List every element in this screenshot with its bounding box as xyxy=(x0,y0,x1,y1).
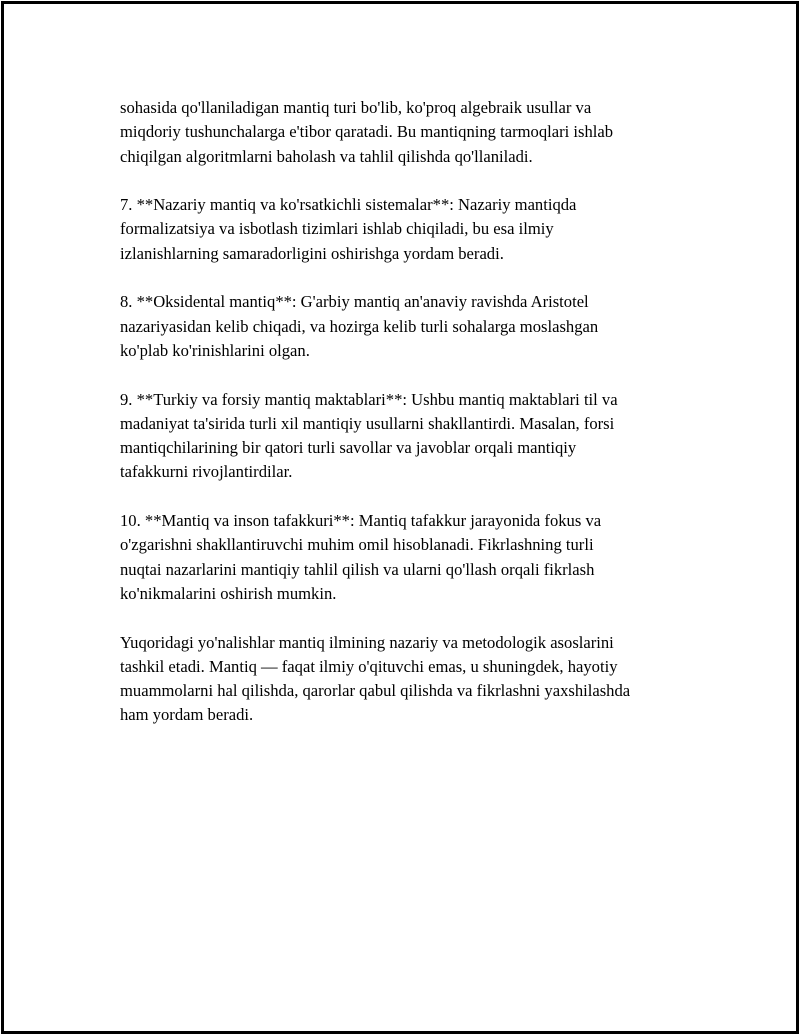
text-line: madaniyat ta'sirida turli xil mantiqiy usullarni shakllantirdi. Masalan, forsi xyxy=(120,413,615,433)
document-body xyxy=(120,96,700,752)
text-line: ko'nikmalarini oshirish mumkin. xyxy=(120,583,337,603)
text-line: nuqtai nazarlarini mantiqiy tahlil qilish va ularni qo'llash orqali fikrlash xyxy=(120,559,595,579)
text-line: o'zgarishni shakllantiruvchi muhim omil hisoblanadi. Fikrlashning turli xyxy=(120,535,594,555)
text-line: mantiqchilarining bir qatori turli savollar va javoblar orqali mantiqiy xyxy=(120,438,577,458)
paragraph-intro-continuation xyxy=(120,96,700,169)
text-line: 7. **Nazariy mantiq va ko'rsatkichli sistemalar**: Nazariy mantiqda xyxy=(120,195,577,215)
text-line: nazariyasidan kelib chiqadi, va hozirga kelib turli sohalarga moslashgan xyxy=(120,316,599,336)
paragraph-item-9 xyxy=(120,388,700,485)
text-line: miqdoriy tushunchalarga e'tibor qaratadi. Bu mantiqning tarmoqlari ishlab xyxy=(120,122,614,142)
text-line: 9. **Turkiy va forsiy mantiq maktablari**: Ushbu mantiq maktablari til va xyxy=(120,389,618,409)
paragraph-item-7 xyxy=(120,193,700,266)
text-line: 8. **Oksidental mantiq**: G'arbiy mantiq an'anaviy ravishda Aristotel xyxy=(120,292,589,312)
text-line: izlanishlarning samaradorligini oshirishga yordam beradi. xyxy=(120,243,504,263)
text-line: sohasida qo'llaniladigan mantiq turi bo'lib, ko'proq algebraik usullar va xyxy=(120,98,592,117)
text-line: chiqilgan algoritmlarni baholash va tahlil qilishda qo'llaniladi. xyxy=(120,146,533,166)
text-line: formalizatsiya va isbotlash tizimlari ishlab chiqiladi, bu esa ilmiy xyxy=(120,219,554,239)
document-page xyxy=(1,1,799,1034)
text-line: tafakkurni rivojlantirdilar. xyxy=(120,462,293,482)
paragraph-conclusion xyxy=(120,631,700,728)
text-line: ham yordam beradi. xyxy=(120,705,254,725)
text-line: Yuqoridagi yo'nalishlar mantiq ilmining nazariy va metodologik asoslarini xyxy=(120,632,614,652)
text-line: ko'plab ko'rinishlarini olgan. xyxy=(120,340,310,360)
text-line: tashkil etadi. Mantiq — faqat ilmiy o'qituvchi emas, u shuningdek, hayotiy xyxy=(120,656,618,676)
paragraph-item-8 xyxy=(120,290,700,363)
text-line: muammolarni hal qilishda, qarorlar qabul qilishda va fikrlashni yaxshilashda xyxy=(120,681,631,701)
paragraph-item-10 xyxy=(120,509,700,606)
text-line: 10. **Mantiq va inson tafakkuri**: Mantiq tafakkur jarayonida fokus va xyxy=(120,511,602,531)
